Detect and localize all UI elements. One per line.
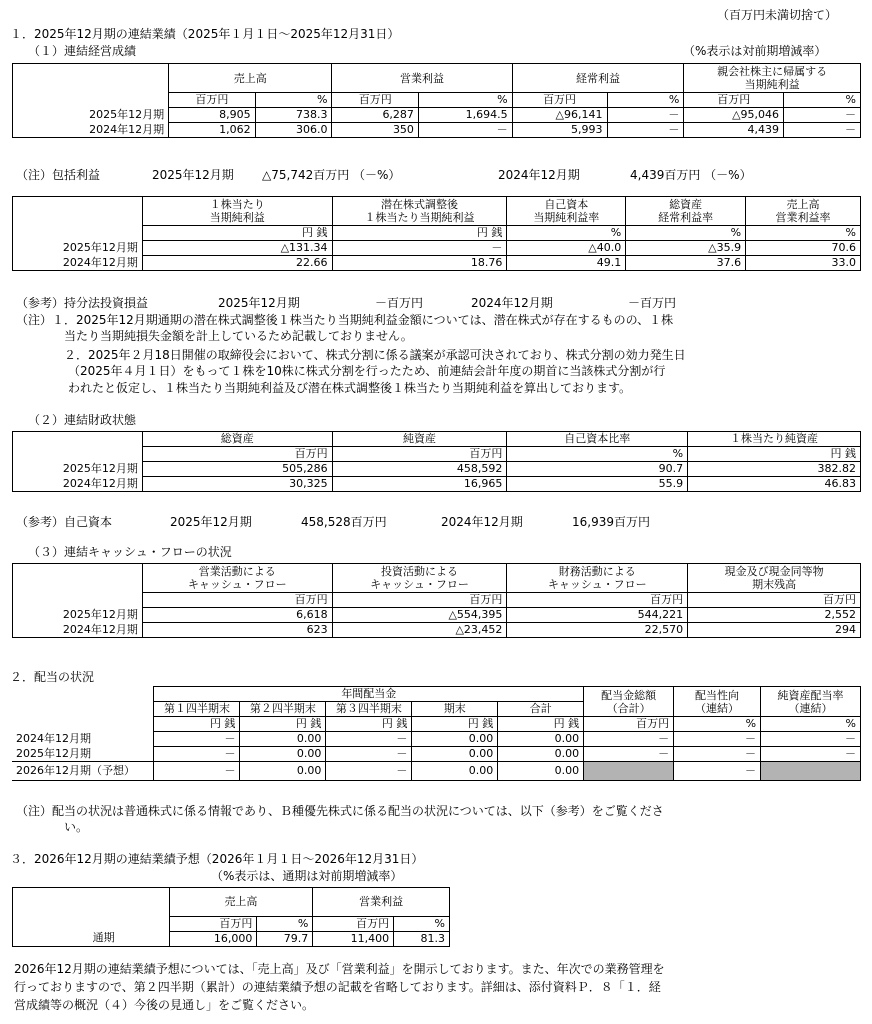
- unit-cell: %: [507, 226, 626, 241]
- value-cell: －: [761, 747, 861, 762]
- forecast-note-line: 行っておりますので、第２四半期（累計）の連結業績予想の記載を省略しております。詳細は、添付資料Ｐ．８「１．経: [14, 980, 661, 994]
- unit-cell: 円 銭: [412, 717, 498, 732]
- value-cell: 30,325: [142, 477, 332, 492]
- table-row: [13, 256, 861, 271]
- unit-cell: 百万円: [684, 93, 784, 108]
- comprehensive-income-value: 4,439百万円 （－%）: [630, 168, 752, 182]
- value-cell: 0.00: [498, 747, 584, 762]
- value-cell: －: [674, 732, 761, 747]
- note-line: ２．2025年２月18日開催の取締役会において、株式分割に係る議案が承認可決されており、株式分割の効力発生日: [64, 348, 686, 362]
- value-cell: －: [332, 241, 507, 256]
- header-blank: [12, 702, 154, 717]
- value-cell: －: [584, 732, 674, 747]
- value-cell: 6,287: [332, 108, 418, 123]
- header-blank: [13, 197, 143, 226]
- unit-cell: %: [507, 447, 688, 462]
- row-label: 2024年12月期: [13, 623, 143, 638]
- col-header: 営業利益: [332, 64, 512, 93]
- unit-cell: 円 銭: [154, 717, 240, 732]
- value-cell: －: [326, 762, 412, 781]
- row-label: 2025年12月期: [13, 608, 143, 623]
- row-label: 2025年12月期: [13, 462, 143, 477]
- unit-cell: %: [257, 916, 313, 931]
- table-row: [12, 732, 861, 747]
- unit-blank: [13, 226, 143, 241]
- financial-position-table: [12, 431, 861, 492]
- row-label: 2024年12月期: [12, 732, 154, 747]
- value-cell: －: [674, 747, 761, 762]
- comprehensive-income-label: （注）包括利益: [16, 168, 101, 182]
- col-header: １株当たり 当期純利益: [142, 197, 332, 226]
- section3-title: ３．2026年12月期の連結業績予想（2026年１月１日～2026年12月31日）: [10, 852, 424, 866]
- forecast-note-line: 営成績等の概況（４）今後の見通し」をご覧ください。: [14, 998, 315, 1012]
- col-header: 第１四半期末: [154, 702, 240, 717]
- value-cell: 8,905: [169, 108, 255, 123]
- table-row: [12, 762, 861, 781]
- unit-blank: [13, 447, 143, 462]
- value-cell: △35.9: [626, 241, 746, 256]
- row-label: 2025年12月期: [13, 108, 169, 123]
- note-line: （注）１．2025年12月期通期の潜在株式調整後１株当たり当期純利益金額については、潜在株式が存在するものの、１株: [16, 313, 674, 327]
- col-header: 第２四半期末: [240, 702, 326, 717]
- dividends-table: [12, 686, 861, 781]
- value-cell: 16,000: [169, 931, 257, 946]
- col-header: 営業利益: [313, 888, 450, 917]
- unit-cell: 百万円: [507, 593, 688, 608]
- col-header: 親会社株主に帰属する 当期純利益: [684, 64, 861, 93]
- value-cell: －: [154, 747, 240, 762]
- table-row: [13, 241, 861, 256]
- unit-cell: 百万円: [169, 916, 257, 931]
- dividend-note-line: （注）配当の状況は普通株式に係る情報であり、Ｂ種優先株式に係る配当の状況については、以下（参考）をご覧くださ: [16, 804, 664, 818]
- unit-blank: [13, 93, 169, 108]
- unit-cell: %: [746, 226, 861, 241]
- value-cell: －: [584, 747, 674, 762]
- col-header: 総資産: [142, 432, 332, 447]
- unit-cell: 円 銭: [326, 717, 412, 732]
- value-cell: 79.7: [257, 931, 313, 946]
- unit-cell: %: [607, 93, 684, 108]
- header-blank: [13, 564, 143, 593]
- unit-cell: 百万円: [584, 717, 674, 732]
- value-cell: 37.6: [626, 256, 746, 271]
- value-cell: 0.00: [498, 732, 584, 747]
- unit-cell: 百万円: [332, 593, 507, 608]
- value-cell: △96,141: [512, 108, 607, 123]
- unit-cell: %: [394, 916, 450, 931]
- header-blank: [12, 687, 154, 702]
- col-header: 自己資本比率: [507, 432, 688, 447]
- unit-cell: %: [761, 717, 861, 732]
- unit-cell: %: [784, 93, 861, 108]
- value-cell: －: [326, 747, 412, 762]
- unit-cell: 円 銭: [332, 226, 507, 241]
- equity-method-label: （参考）持分法投資損益: [16, 296, 149, 310]
- value-cell: 505,286: [142, 462, 332, 477]
- unit-blank: [13, 593, 143, 608]
- value-cell: 382.82: [688, 462, 861, 477]
- table-row: [13, 123, 861, 138]
- value-cell: 623: [142, 623, 332, 638]
- value-cell: 458,592: [332, 462, 507, 477]
- value-cell: 5,993: [512, 123, 607, 138]
- unit-cell: 円 銭: [688, 447, 861, 462]
- col-header: 総資産 経常利益率: [626, 197, 746, 226]
- comprehensive-income-period: 2025年12月期: [152, 168, 234, 182]
- value-cell: △40.0: [507, 241, 626, 256]
- note-line: （2025年４月１日）をもって１株を10株に株式分割を行ったため、前連結会計年度の期首に当該株式分割が行: [68, 364, 666, 378]
- col-header: 売上高 営業利益率: [746, 197, 861, 226]
- value-cell: 46.83: [688, 477, 861, 492]
- unit-cell: 百万円: [512, 93, 607, 108]
- unit-cell: 百万円: [169, 93, 255, 108]
- row-label: 2024年12月期: [13, 123, 169, 138]
- value-cell: 544,221: [507, 608, 688, 623]
- value-cell: －: [418, 123, 512, 138]
- row-label: 2026年12月期（予想）: [12, 762, 154, 781]
- equity-value: 458,528百万円: [301, 515, 387, 529]
- equity-method-period: 2024年12月期: [471, 296, 553, 310]
- value-cell: 81.3: [394, 931, 450, 946]
- value-cell: 0.00: [240, 762, 326, 781]
- forecast-pct-note: （%表示は、通期は対前期増減率）: [211, 869, 403, 883]
- equity-method-value: －百万円: [375, 296, 424, 310]
- col-header: 第３四半期末: [326, 702, 412, 717]
- unit-cell: 百万円: [142, 593, 332, 608]
- value-cell: 22.66: [142, 256, 332, 271]
- col-header: 投資活動による キャッシュ・フロー: [332, 564, 507, 593]
- sub2-title: （２）連結財政状態: [28, 413, 137, 427]
- unit-cell: 百万円: [313, 916, 394, 931]
- col-header: 純資産配当率 （連結）: [761, 687, 861, 717]
- value-cell: －: [784, 108, 861, 123]
- unit-cell: 百万円: [332, 93, 418, 108]
- forecast-note-line: 2026年12月期の連結業績予想については、「売上高」及び「営業利益」を開示しております。また、年次での業務管理を: [14, 962, 665, 976]
- value-cell: 90.7: [507, 462, 688, 477]
- unit-note: （百万円未満切捨て）: [717, 8, 838, 22]
- value-cell: 0.00: [240, 732, 326, 747]
- value-cell: 306.0: [255, 123, 332, 138]
- unit-cell: %: [255, 93, 332, 108]
- value-cell: －: [154, 762, 240, 781]
- value-cell: 4,439: [684, 123, 784, 138]
- value-cell: 738.3: [255, 108, 332, 123]
- value-cell: 18.76: [332, 256, 507, 271]
- table-row: [13, 608, 861, 623]
- value-cell: －: [761, 732, 861, 747]
- value-cell: 2,552: [688, 608, 861, 623]
- value-cell: 0.00: [498, 762, 584, 781]
- value-cell: △554,395: [332, 608, 507, 623]
- note-line: 当たり当期純損失金額を計上しているため記載しておりません。: [64, 329, 413, 343]
- comprehensive-income-period: 2024年12月期: [498, 168, 580, 182]
- table-row: [13, 462, 861, 477]
- header-blank: [13, 888, 170, 917]
- col-header: 配当性向 （連結）: [674, 687, 761, 717]
- col-header: 自己資本 当期純利益率: [507, 197, 626, 226]
- value-cell: －: [784, 123, 861, 138]
- value-cell: 22,570: [507, 623, 688, 638]
- equity-value: 16,939百万円: [572, 515, 650, 529]
- unit-cell: 百万円: [332, 447, 507, 462]
- operating-results-table: [12, 63, 861, 138]
- section1-title: １．2025年12月期の連結業績（2025年１月１日～2025年12月31日）: [10, 27, 400, 41]
- group-header: 年間配当金: [154, 687, 584, 702]
- value-cell: 1,062: [169, 123, 255, 138]
- value-cell: 33.0: [746, 256, 861, 271]
- equity-method-value: －百万円: [628, 296, 677, 310]
- value-cell: 11,400: [313, 931, 394, 946]
- value-cell: 0.00: [240, 747, 326, 762]
- pct-note: （%表示は対前期増減率）: [683, 44, 827, 58]
- value-cell: 6,618: [142, 608, 332, 623]
- col-header: 売上高: [169, 64, 332, 93]
- table-row: [12, 747, 861, 762]
- table-row: [13, 931, 450, 946]
- value-cell: 16,965: [332, 477, 507, 492]
- row-label: 2024年12月期: [13, 256, 143, 271]
- row-label: 2025年12月期: [13, 241, 143, 256]
- col-header: 純資産: [332, 432, 507, 447]
- equity-label: （参考）自己資本: [16, 515, 113, 529]
- value-cell: 0.00: [412, 762, 498, 781]
- value-cell: －: [607, 108, 684, 123]
- value-cell: △95,046: [684, 108, 784, 123]
- col-header: 合計: [498, 702, 584, 717]
- col-header: 経常利益: [512, 64, 684, 93]
- col-header: 期末: [412, 702, 498, 717]
- equity-period: 2025年12月期: [170, 515, 252, 529]
- value-cell: △131.34: [142, 241, 332, 256]
- equity-period: 2024年12月期: [441, 515, 523, 529]
- value-cell: 350: [332, 123, 418, 138]
- header-blank: [13, 64, 169, 93]
- col-header: １株当たり純資産: [688, 432, 861, 447]
- comprehensive-income-value: △75,742百万円 （－%）: [262, 168, 401, 182]
- unit-blank: [13, 916, 170, 931]
- row-label: 2025年12月期: [12, 747, 154, 762]
- unit-cell: 百万円: [688, 593, 861, 608]
- row-label: 2024年12月期: [13, 477, 143, 492]
- unit-cell: 円 銭: [240, 717, 326, 732]
- value-cell-shaded: [761, 762, 861, 781]
- col-header: 配当金総額 （合計）: [584, 687, 674, 717]
- value-cell: 55.9: [507, 477, 688, 492]
- per-share-table: [12, 196, 861, 271]
- sub3-title: （３）連結キャッシュ・フローの状況: [28, 545, 232, 559]
- forecast-table: [12, 887, 450, 947]
- col-header: 財務活動による キャッシュ・フロー: [507, 564, 688, 593]
- cash-flow-table: [12, 563, 861, 638]
- col-header: 売上高: [169, 888, 313, 917]
- value-cell: －: [154, 732, 240, 747]
- section2-title: ２．配当の状況: [10, 670, 95, 684]
- value-cell: －: [607, 123, 684, 138]
- value-cell-shaded: [584, 762, 674, 781]
- unit-cell: 円 銭: [498, 717, 584, 732]
- unit-cell: %: [418, 93, 512, 108]
- dividend-note-line: い。: [64, 820, 89, 834]
- header-blank: [13, 432, 143, 447]
- col-header: 営業活動による キャッシュ・フロー: [142, 564, 332, 593]
- unit-cell: 円 銭: [142, 226, 332, 241]
- row-label: 通期: [13, 931, 170, 946]
- value-cell: 49.1: [507, 256, 626, 271]
- unit-cell: %: [626, 226, 746, 241]
- unit-cell: 百万円: [142, 447, 332, 462]
- unit-cell: %: [674, 717, 761, 732]
- equity-method-period: 2025年12月期: [218, 296, 300, 310]
- value-cell: 70.6: [746, 241, 861, 256]
- value-cell: 0.00: [412, 732, 498, 747]
- value-cell: －: [674, 762, 761, 781]
- table-row: [13, 477, 861, 492]
- unit-blank: [12, 717, 154, 732]
- value-cell: －: [326, 732, 412, 747]
- note-line: われたと仮定し、１株当たり当期純利益及び潜在株式調整後１株当たり当期純利益を算出しております。: [68, 381, 632, 395]
- table-row: [13, 623, 861, 638]
- col-header: 現金及び現金同等物 期末残高: [688, 564, 861, 593]
- col-header: 潜在株式調整後 １株当たり当期純利益: [332, 197, 507, 226]
- sub1-title: （１）連結経営成績: [28, 44, 137, 58]
- value-cell: 1,694.5: [418, 108, 512, 123]
- value-cell: 294: [688, 623, 861, 638]
- table-row: [13, 108, 861, 123]
- value-cell: 0.00: [412, 747, 498, 762]
- value-cell: △23,452: [332, 623, 507, 638]
